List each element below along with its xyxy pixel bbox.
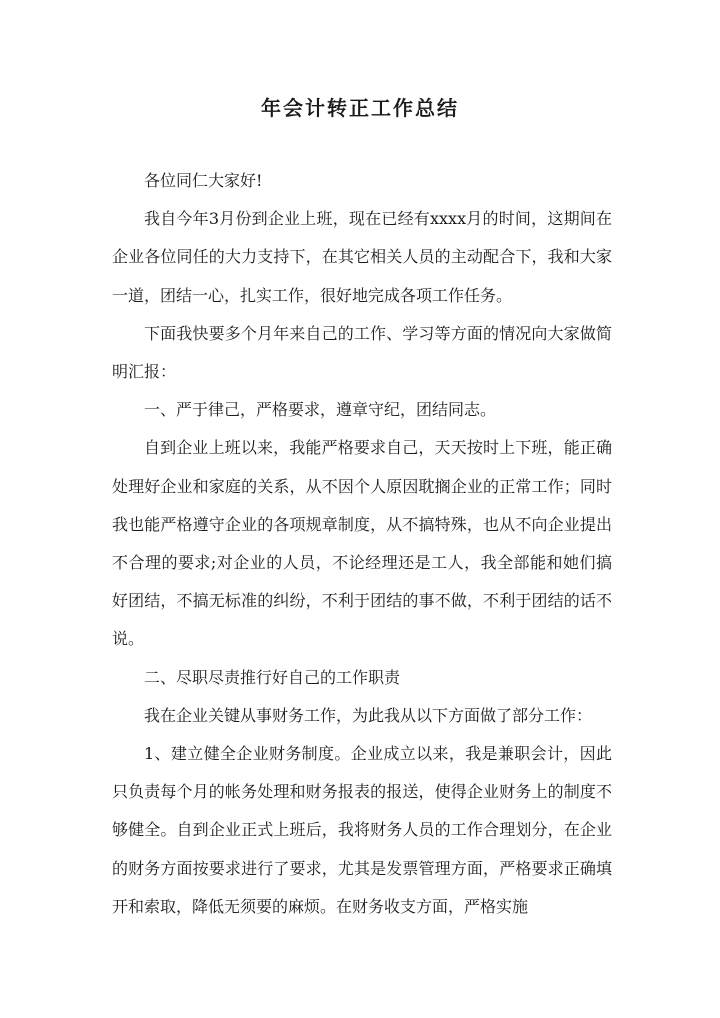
document-title: 年会计转正工作总结: [261, 96, 459, 120]
section-2-intro-paragraph: 我在企业关键从事财务工作，为此我从以下方面做了部分工作：: [144, 705, 593, 725]
report-intro-paragraph: 下面我快要多个月年来自己的工作、学习等方面的情况向大家做简明汇报：: [112, 323, 612, 382]
section-heading-2: 二、尽职尽责推行好自己的工作职责: [144, 667, 401, 687]
section-1-paragraph: 自到企业上班以来，我能严格要求自己，天天按时上下班，能正确处理好企业和家庭的关系，从不因个人原因耽搁企业的正常工作；同时我也能严格遵守企业的各项规章制度，从不搞特殊，也从不向企业提出不合理的要求;对企业的人员，不论经理还是工人，我全部能和她们搞好团结，不搞无标准的纠纷，不利于团结的事不做，不利于团结的话不说。: [112, 438, 612, 649]
document-body: [112, 162, 612, 926]
greeting-paragraph: 各位同仁大家好!: [144, 171, 263, 190]
section-heading-1: 一、严于律己，严格要求，遵章守纪，团结同志。: [144, 400, 497, 420]
intro-paragraph: 我自今年3月份到企业上班，现在已经有xxxx月的时间，这期间在企业各位同任的大力支持下，在其它相关人员的主动配合下，我和大家一道，团结一心，扎实工作，很好地完成各项工作任务。: [112, 209, 612, 305]
section-2-item-1-paragraph: 1、建立健全企业财务制度。企业成立以来，我是兼职会计，因此只负责每个月的帐务处理和财务报表的报送，使得企业财务上的制度不够健全。自到企业正式上班后，我将财务人员的工作合理划分，在企业的财务方面按要求进行了要求，尤其是发票管理方面，严格要求正确填开和索取，降低无须要的麻烦。在财务收支方面，严格实施: [112, 744, 612, 916]
